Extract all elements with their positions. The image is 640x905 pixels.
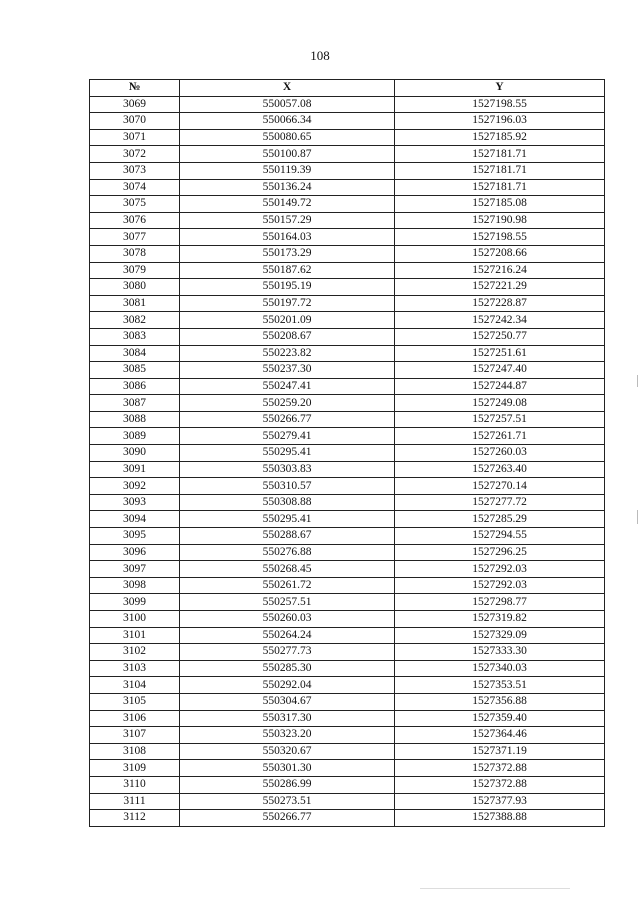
cell-number: 3104	[90, 677, 180, 694]
table-row	[90, 461, 605, 478]
cell-y: 1527257.51	[395, 411, 605, 428]
cell-y: 1527294.55	[395, 528, 605, 545]
cell-number: 3095	[90, 528, 180, 545]
header-number: №	[90, 80, 180, 97]
cell-x: 550303.83	[180, 461, 395, 478]
cell-y: 1527340.03	[395, 660, 605, 677]
cell-x: 550066.34	[180, 113, 395, 130]
table-row	[90, 644, 605, 661]
cell-y: 1527270.14	[395, 478, 605, 495]
cell-number: 3087	[90, 395, 180, 412]
cell-number: 3074	[90, 179, 180, 196]
scan-edge-mark	[420, 888, 570, 889]
cell-number: 3080	[90, 279, 180, 296]
table-row	[90, 494, 605, 511]
cell-number: 3096	[90, 544, 180, 561]
cell-x: 550295.41	[180, 511, 395, 528]
table-row	[90, 445, 605, 462]
table-row	[90, 776, 605, 793]
table-row	[90, 96, 605, 113]
cell-x: 550187.62	[180, 262, 395, 279]
table-row	[90, 162, 605, 179]
cell-y: 1527251.61	[395, 345, 605, 362]
table-row	[90, 594, 605, 611]
cell-x: 550288.67	[180, 528, 395, 545]
table-row	[90, 345, 605, 362]
table-row	[90, 262, 605, 279]
cell-x: 550257.51	[180, 594, 395, 611]
table-row	[90, 677, 605, 694]
table-row	[90, 693, 605, 710]
cell-y: 1527216.24	[395, 262, 605, 279]
cell-y: 1527260.03	[395, 445, 605, 462]
cell-y: 1527359.40	[395, 710, 605, 727]
cell-y: 1527372.88	[395, 760, 605, 777]
cell-x: 550320.67	[180, 743, 395, 760]
cell-number: 3103	[90, 660, 180, 677]
table-row	[90, 362, 605, 379]
table-row	[90, 279, 605, 296]
cell-x: 550260.03	[180, 611, 395, 628]
cell-number: 3093	[90, 494, 180, 511]
table-row	[90, 129, 605, 146]
table-row	[90, 411, 605, 428]
cell-x: 550080.65	[180, 129, 395, 146]
table-row	[90, 511, 605, 528]
table-row	[90, 478, 605, 495]
cell-number: 3078	[90, 245, 180, 262]
table-row	[90, 528, 605, 545]
table-body	[90, 96, 605, 826]
cell-number: 3105	[90, 693, 180, 710]
cell-x: 550261.72	[180, 577, 395, 594]
cell-y: 1527263.40	[395, 461, 605, 478]
cell-x: 550195.19	[180, 279, 395, 296]
table-row	[90, 212, 605, 229]
table-row	[90, 245, 605, 262]
cell-y: 1527190.98	[395, 212, 605, 229]
cell-x: 550157.29	[180, 212, 395, 229]
cell-y: 1527333.30	[395, 644, 605, 661]
cell-number: 3111	[90, 793, 180, 810]
cell-y: 1527364.46	[395, 727, 605, 744]
table-row	[90, 760, 605, 777]
cell-number: 3091	[90, 461, 180, 478]
cell-number: 3077	[90, 229, 180, 246]
cell-x: 550317.30	[180, 710, 395, 727]
table-row	[90, 743, 605, 760]
cell-x: 550264.24	[180, 627, 395, 644]
cell-number: 3088	[90, 411, 180, 428]
cell-number: 3097	[90, 561, 180, 578]
table-row	[90, 727, 605, 744]
scan-edge-mark	[637, 375, 638, 387]
cell-y: 1527388.88	[395, 810, 605, 827]
cell-y: 1527285.29	[395, 511, 605, 528]
cell-x: 550223.82	[180, 345, 395, 362]
cell-x: 550273.51	[180, 793, 395, 810]
cell-number: 3071	[90, 129, 180, 146]
cell-y: 1527319.82	[395, 611, 605, 628]
cell-y: 1527244.87	[395, 378, 605, 395]
cell-x: 550136.24	[180, 179, 395, 196]
cell-x: 550285.30	[180, 660, 395, 677]
scan-edge-mark	[637, 510, 638, 524]
table-row	[90, 378, 605, 395]
table-row	[90, 627, 605, 644]
cell-x: 550201.09	[180, 312, 395, 329]
cell-x: 550276.88	[180, 544, 395, 561]
cell-number: 3079	[90, 262, 180, 279]
table-row	[90, 179, 605, 196]
cell-number: 3089	[90, 428, 180, 445]
cell-y: 1527371.19	[395, 743, 605, 760]
page-number: 108	[310, 48, 330, 63]
cell-y: 1527198.55	[395, 229, 605, 246]
cell-x: 550266.77	[180, 411, 395, 428]
cell-number: 3081	[90, 295, 180, 312]
table-row	[90, 710, 605, 727]
cell-x: 550308.88	[180, 494, 395, 511]
cell-y: 1527198.55	[395, 96, 605, 113]
cell-y: 1527353.51	[395, 677, 605, 694]
cell-y: 1527298.77	[395, 594, 605, 611]
table-row	[90, 561, 605, 578]
cell-y: 1527181.71	[395, 179, 605, 196]
cell-number: 3072	[90, 146, 180, 163]
cell-y: 1527181.71	[395, 146, 605, 163]
cell-y: 1527221.29	[395, 279, 605, 296]
header-y: Y	[395, 80, 605, 97]
table-header	[90, 80, 605, 97]
cell-x: 550295.41	[180, 445, 395, 462]
cell-y: 1527261.71	[395, 428, 605, 445]
cell-x: 550173.29	[180, 245, 395, 262]
cell-y: 1527228.87	[395, 295, 605, 312]
cell-x: 550292.04	[180, 677, 395, 694]
cell-y: 1527247.40	[395, 362, 605, 379]
cell-y: 1527185.08	[395, 196, 605, 213]
cell-x: 550259.20	[180, 395, 395, 412]
cell-x: 550323.20	[180, 727, 395, 744]
cell-x: 550310.57	[180, 478, 395, 495]
table-row	[90, 428, 605, 445]
cell-number: 3069	[90, 96, 180, 113]
cell-y: 1527196.03	[395, 113, 605, 130]
cell-x: 550208.67	[180, 328, 395, 345]
table-row	[90, 196, 605, 213]
table-row	[90, 793, 605, 810]
cell-y: 1527377.93	[395, 793, 605, 810]
cell-x: 550119.39	[180, 162, 395, 179]
cell-number: 3106	[90, 710, 180, 727]
cell-number: 3108	[90, 743, 180, 760]
cell-x: 550277.73	[180, 644, 395, 661]
cell-y: 1527185.92	[395, 129, 605, 146]
cell-y: 1527292.03	[395, 561, 605, 578]
table-row	[90, 577, 605, 594]
header-row	[90, 80, 605, 97]
table-row	[90, 113, 605, 130]
coordinates-table	[89, 79, 605, 827]
cell-x: 550266.77	[180, 810, 395, 827]
table-row	[90, 328, 605, 345]
table-row	[90, 229, 605, 246]
cell-number: 3102	[90, 644, 180, 661]
cell-number: 3112	[90, 810, 180, 827]
cell-number: 3086	[90, 378, 180, 395]
header-x: X	[180, 80, 395, 97]
table-row	[90, 146, 605, 163]
cell-x: 550237.30	[180, 362, 395, 379]
table-row	[90, 544, 605, 561]
cell-y: 1527249.08	[395, 395, 605, 412]
cell-number: 3101	[90, 627, 180, 644]
cell-number: 3076	[90, 212, 180, 229]
cell-number: 3107	[90, 727, 180, 744]
table-row	[90, 611, 605, 628]
cell-number: 3094	[90, 511, 180, 528]
cell-number: 3085	[90, 362, 180, 379]
cell-x: 550149.72	[180, 196, 395, 213]
cell-x: 550247.41	[180, 378, 395, 395]
cell-number: 3109	[90, 760, 180, 777]
cell-x: 550057.08	[180, 96, 395, 113]
cell-x: 550286.99	[180, 776, 395, 793]
cell-y: 1527277.72	[395, 494, 605, 511]
cell-y: 1527250.77	[395, 328, 605, 345]
table-row	[90, 660, 605, 677]
cell-y: 1527372.88	[395, 776, 605, 793]
table-row	[90, 312, 605, 329]
cell-number: 3070	[90, 113, 180, 130]
cell-x: 550301.30	[180, 760, 395, 777]
cell-number: 3110	[90, 776, 180, 793]
cell-number: 3100	[90, 611, 180, 628]
cell-y: 1527329.09	[395, 627, 605, 644]
cell-number: 3082	[90, 312, 180, 329]
cell-y: 1527181.71	[395, 162, 605, 179]
cell-x: 550164.03	[180, 229, 395, 246]
cell-x: 550197.72	[180, 295, 395, 312]
table-row	[90, 810, 605, 827]
cell-x: 550279.41	[180, 428, 395, 445]
cell-x: 550268.45	[180, 561, 395, 578]
cell-x: 550304.67	[180, 693, 395, 710]
cell-number: 3075	[90, 196, 180, 213]
cell-number: 3099	[90, 594, 180, 611]
cell-number: 3084	[90, 345, 180, 362]
table-row	[90, 295, 605, 312]
cell-y: 1527356.88	[395, 693, 605, 710]
cell-number: 3090	[90, 445, 180, 462]
cell-number: 3083	[90, 328, 180, 345]
cell-y: 1527242.34	[395, 312, 605, 329]
cell-number: 3073	[90, 162, 180, 179]
cell-x: 550100.87	[180, 146, 395, 163]
cell-number: 3092	[90, 478, 180, 495]
cell-y: 1527296.25	[395, 544, 605, 561]
table-row	[90, 395, 605, 412]
cell-y: 1527208.66	[395, 245, 605, 262]
cell-y: 1527292.03	[395, 577, 605, 594]
cell-number: 3098	[90, 577, 180, 594]
